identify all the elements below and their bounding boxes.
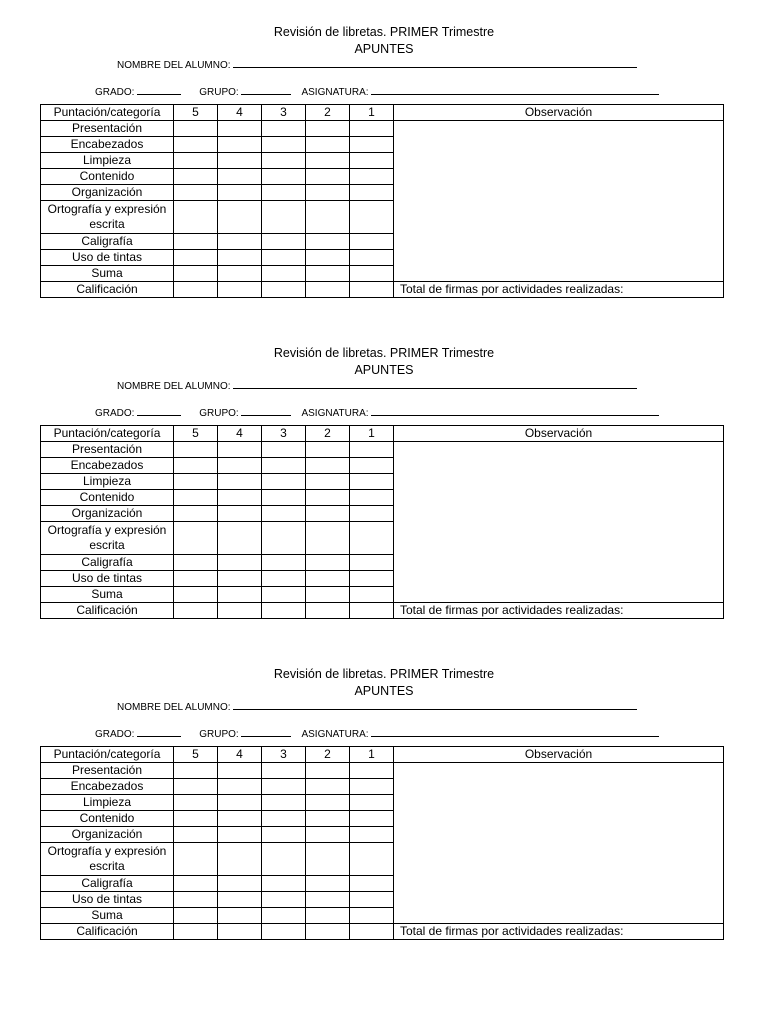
score-cell[interactable]: [218, 474, 262, 490]
score-cell[interactable]: [306, 490, 350, 506]
score-cell[interactable]: [174, 908, 218, 924]
score-cell[interactable]: [262, 458, 306, 474]
score-cell[interactable]: [174, 555, 218, 571]
score-cell[interactable]: [262, 234, 306, 250]
category-label: Presentación: [41, 763, 174, 779]
category-label: Uso de tintas: [41, 571, 174, 587]
score-cell[interactable]: [218, 442, 262, 458]
grado-blank[interactable]: [137, 727, 181, 737]
column-header: 3: [262, 747, 306, 763]
category-label: Contenido: [41, 169, 174, 185]
score-cell[interactable]: [306, 169, 350, 185]
total-signatures-label[interactable]: Total de firmas por actividades realizadas:: [394, 603, 724, 619]
score-cell[interactable]: [306, 121, 350, 137]
score-cell[interactable]: [350, 490, 394, 506]
table-row-final: [41, 924, 724, 940]
score-cell[interactable]: [174, 121, 218, 137]
score-cell[interactable]: [262, 811, 306, 827]
score-cell[interactable]: [262, 266, 306, 282]
score-cell[interactable]: [174, 201, 218, 234]
score-cell[interactable]: [350, 121, 394, 137]
score-cell[interactable]: [262, 924, 306, 940]
rubric-table: [40, 746, 724, 940]
score-cell[interactable]: [262, 153, 306, 169]
student-name-field[interactable]: [117, 379, 637, 393]
score-cell[interactable]: [262, 250, 306, 266]
score-cell[interactable]: [306, 779, 350, 795]
table-row: [41, 763, 724, 779]
grado-blank[interactable]: [137, 406, 181, 416]
score-cell[interactable]: [306, 522, 350, 555]
score-cell[interactable]: [262, 121, 306, 137]
grade-group-subject-fields: [95, 85, 659, 99]
column-header: Puntación/categoría: [41, 747, 174, 763]
score-cell[interactable]: [306, 201, 350, 234]
score-cell[interactable]: [218, 587, 262, 603]
score-cell[interactable]: [262, 795, 306, 811]
score-cell[interactable]: [306, 843, 350, 876]
column-header: 3: [262, 105, 306, 121]
score-cell[interactable]: [174, 587, 218, 603]
grado-label: GRADO:: [95, 729, 135, 740]
score-cell[interactable]: [262, 908, 306, 924]
score-cell[interactable]: [350, 571, 394, 587]
score-cell[interactable]: [350, 843, 394, 876]
table-header-row: [41, 747, 724, 763]
rubric-table: [40, 104, 724, 298]
score-cell[interactable]: [218, 811, 262, 827]
category-label: Organización: [41, 506, 174, 522]
score-cell[interactable]: [218, 924, 262, 940]
observation-cell[interactable]: [394, 763, 724, 924]
category-label: Limpieza: [41, 795, 174, 811]
score-cell[interactable]: [174, 169, 218, 185]
grupo-label: GRUPO:: [199, 408, 239, 419]
observation-cell[interactable]: [394, 121, 724, 282]
score-cell[interactable]: [350, 458, 394, 474]
column-header: 4: [218, 747, 262, 763]
column-header: Puntación/categoría: [41, 105, 174, 121]
grado-blank[interactable]: [137, 85, 181, 95]
student-name-blank[interactable]: [233, 379, 637, 389]
category-label: Contenido: [41, 490, 174, 506]
final-grade-label: Calificación: [41, 282, 174, 298]
category-label: Organización: [41, 185, 174, 201]
score-cell[interactable]: [306, 827, 350, 843]
form-subtitle: APUNTES: [354, 363, 414, 377]
column-header: 4: [218, 426, 262, 442]
score-cell[interactable]: [218, 282, 262, 298]
score-cell[interactable]: [174, 763, 218, 779]
score-cell[interactable]: [262, 490, 306, 506]
score-cell[interactable]: [218, 876, 262, 892]
category-label: Limpieza: [41, 153, 174, 169]
score-cell[interactable]: [306, 811, 350, 827]
score-cell[interactable]: [218, 458, 262, 474]
score-cell[interactable]: [174, 779, 218, 795]
score-cell[interactable]: [218, 169, 262, 185]
category-label: Presentación: [41, 442, 174, 458]
score-cell[interactable]: [306, 924, 350, 940]
score-cell[interactable]: [262, 587, 306, 603]
score-cell[interactable]: [174, 185, 218, 201]
column-header: 5: [174, 426, 218, 442]
student-name-label: NOMBRE DEL ALUMNO:: [117, 702, 231, 713]
score-cell[interactable]: [350, 603, 394, 619]
student-name-blank[interactable]: [233, 700, 637, 710]
category-label: Caligrafía: [41, 234, 174, 250]
score-cell[interactable]: [174, 266, 218, 282]
score-cell[interactable]: [306, 185, 350, 201]
score-cell[interactable]: [350, 506, 394, 522]
score-cell[interactable]: [350, 876, 394, 892]
category-label: Suma: [41, 908, 174, 924]
column-header: 1: [350, 105, 394, 121]
score-cell[interactable]: [262, 827, 306, 843]
grade-group-subject-fields: [95, 727, 659, 741]
grupo-blank[interactable]: [241, 85, 291, 95]
score-cell[interactable]: [306, 458, 350, 474]
score-cell[interactable]: [262, 603, 306, 619]
column-header: 1: [350, 426, 394, 442]
column-header: 5: [174, 747, 218, 763]
category-label: Limpieza: [41, 474, 174, 490]
score-cell[interactable]: [350, 779, 394, 795]
student-name-label: NOMBRE DEL ALUMNO:: [117, 381, 231, 392]
form-subtitle: APUNTES: [354, 42, 414, 56]
score-cell[interactable]: [174, 843, 218, 876]
score-cell[interactable]: [218, 908, 262, 924]
score-cell[interactable]: [350, 474, 394, 490]
score-cell[interactable]: [350, 250, 394, 266]
score-cell[interactable]: [262, 442, 306, 458]
score-cell[interactable]: [218, 779, 262, 795]
student-name-field[interactable]: [117, 700, 637, 714]
score-cell[interactable]: [174, 892, 218, 908]
table-header-row: [41, 426, 724, 442]
category-label: Caligrafía: [41, 555, 174, 571]
score-cell[interactable]: [306, 474, 350, 490]
score-cell[interactable]: [350, 522, 394, 555]
score-cell[interactable]: [306, 571, 350, 587]
score-cell[interactable]: [350, 908, 394, 924]
score-cell[interactable]: [262, 876, 306, 892]
column-header: Observación: [394, 105, 724, 121]
score-cell[interactable]: [350, 153, 394, 169]
score-cell[interactable]: [218, 121, 262, 137]
score-cell[interactable]: [350, 201, 394, 234]
score-cell[interactable]: [174, 506, 218, 522]
score-cell[interactable]: [306, 892, 350, 908]
category-label: Caligrafía: [41, 876, 174, 892]
score-cell[interactable]: [350, 266, 394, 282]
score-cell[interactable]: [262, 571, 306, 587]
score-cell[interactable]: [350, 185, 394, 201]
score-cell[interactable]: [306, 876, 350, 892]
column-header: 2: [306, 747, 350, 763]
column-header: Observación: [394, 426, 724, 442]
score-cell[interactable]: [306, 555, 350, 571]
score-cell[interactable]: [218, 522, 262, 555]
score-cell[interactable]: [218, 234, 262, 250]
score-cell[interactable]: [218, 555, 262, 571]
score-cell[interactable]: [262, 555, 306, 571]
rubric-table: [40, 425, 724, 619]
score-cell[interactable]: [262, 763, 306, 779]
table-row-final: [41, 282, 724, 298]
score-cell[interactable]: [262, 474, 306, 490]
category-label: Suma: [41, 587, 174, 603]
score-cell[interactable]: [306, 153, 350, 169]
asignatura-blank[interactable]: [371, 406, 659, 416]
score-cell[interactable]: [218, 185, 262, 201]
score-cell[interactable]: [174, 442, 218, 458]
score-cell[interactable]: [174, 137, 218, 153]
score-cell[interactable]: [218, 571, 262, 587]
category-label: Ortografía y expresión escrita: [41, 201, 174, 234]
score-cell[interactable]: [350, 811, 394, 827]
grupo-blank[interactable]: [241, 406, 291, 416]
score-cell[interactable]: [174, 876, 218, 892]
score-cell[interactable]: [350, 169, 394, 185]
column-header: 1: [350, 747, 394, 763]
score-cell[interactable]: [306, 234, 350, 250]
column-header: 2: [306, 426, 350, 442]
score-cell[interactable]: [306, 442, 350, 458]
category-label: Encabezados: [41, 779, 174, 795]
asignatura-label: ASIGNATURA:: [301, 408, 369, 419]
total-signatures-label[interactable]: Total de firmas por actividades realizadas:: [394, 282, 724, 298]
score-cell[interactable]: [174, 924, 218, 940]
asignatura-label: ASIGNATURA:: [301, 729, 369, 740]
category-label: Uso de tintas: [41, 250, 174, 266]
score-cell[interactable]: [306, 506, 350, 522]
score-cell[interactable]: [218, 250, 262, 266]
table-row-final: [41, 603, 724, 619]
score-cell[interactable]: [350, 795, 394, 811]
score-cell[interactable]: [350, 827, 394, 843]
asignatura-blank[interactable]: [371, 727, 659, 737]
score-cell[interactable]: [350, 924, 394, 940]
score-cell[interactable]: [306, 587, 350, 603]
asignatura-label: ASIGNATURA:: [301, 87, 369, 98]
score-cell[interactable]: [174, 458, 218, 474]
score-cell[interactable]: [174, 522, 218, 555]
column-header: 4: [218, 105, 262, 121]
grupo-blank[interactable]: [241, 727, 291, 737]
score-cell[interactable]: [262, 892, 306, 908]
form-title: Revisión de libretas. PRIMER Trimestre: [273, 346, 495, 360]
score-cell[interactable]: [262, 779, 306, 795]
score-cell[interactable]: [174, 603, 218, 619]
score-cell[interactable]: [350, 442, 394, 458]
column-header: 5: [174, 105, 218, 121]
score-cell[interactable]: [174, 490, 218, 506]
score-cell[interactable]: [262, 506, 306, 522]
score-cell[interactable]: [218, 892, 262, 908]
score-cell[interactable]: [218, 843, 262, 876]
category-label: Encabezados: [41, 137, 174, 153]
category-label: Uso de tintas: [41, 892, 174, 908]
grade-group-subject-fields: [95, 406, 659, 420]
score-cell[interactable]: [306, 763, 350, 779]
score-cell[interactable]: [306, 603, 350, 619]
score-cell[interactable]: [174, 153, 218, 169]
score-cell[interactable]: [262, 137, 306, 153]
score-cell[interactable]: [218, 137, 262, 153]
column-header: 3: [262, 426, 306, 442]
final-grade-label: Calificación: [41, 924, 174, 940]
score-cell[interactable]: [262, 282, 306, 298]
category-label: Suma: [41, 266, 174, 282]
score-cell[interactable]: [350, 555, 394, 571]
category-label: Contenido: [41, 811, 174, 827]
category-label: Organización: [41, 827, 174, 843]
score-cell[interactable]: [218, 827, 262, 843]
score-cell[interactable]: [218, 266, 262, 282]
score-cell[interactable]: [218, 201, 262, 234]
column-header: 2: [306, 105, 350, 121]
score-cell[interactable]: [262, 185, 306, 201]
asignatura-blank[interactable]: [371, 85, 659, 95]
score-cell[interactable]: [306, 137, 350, 153]
table-header-row: [41, 105, 724, 121]
score-cell[interactable]: [350, 137, 394, 153]
score-cell[interactable]: [218, 506, 262, 522]
score-cell[interactable]: [350, 234, 394, 250]
score-cell[interactable]: [218, 795, 262, 811]
category-label: Encabezados: [41, 458, 174, 474]
score-cell[interactable]: [306, 795, 350, 811]
score-cell[interactable]: [174, 250, 218, 266]
score-cell[interactable]: [306, 282, 350, 298]
total-signatures-label[interactable]: Total de firmas por actividades realizadas:: [394, 924, 724, 940]
score-cell[interactable]: [350, 282, 394, 298]
category-label: Ortografía y expresión escrita: [41, 522, 174, 555]
score-cell[interactable]: [350, 587, 394, 603]
grupo-label: GRUPO:: [199, 87, 239, 98]
form-title: Revisión de libretas. PRIMER Trimestre: [273, 25, 495, 39]
form-title: Revisión de libretas. PRIMER Trimestre: [273, 667, 495, 681]
category-label: Ortografía y expresión escrita: [41, 843, 174, 876]
score-cell[interactable]: [218, 603, 262, 619]
grado-label: GRADO:: [95, 87, 135, 98]
student-name-label: NOMBRE DEL ALUMNO:: [117, 60, 231, 71]
score-cell[interactable]: [262, 201, 306, 234]
score-cell[interactable]: [350, 892, 394, 908]
table-row: [41, 121, 724, 137]
score-cell[interactable]: [306, 266, 350, 282]
score-cell[interactable]: [174, 282, 218, 298]
score-cell[interactable]: [306, 250, 350, 266]
student-name-blank[interactable]: [233, 58, 637, 68]
category-label: Presentación: [41, 121, 174, 137]
observation-cell[interactable]: [394, 442, 724, 603]
score-cell[interactable]: [174, 811, 218, 827]
score-cell[interactable]: [218, 490, 262, 506]
score-cell[interactable]: [174, 571, 218, 587]
score-cell[interactable]: [174, 827, 218, 843]
student-name-field[interactable]: [117, 58, 637, 72]
grupo-label: GRUPO:: [199, 729, 239, 740]
score-cell[interactable]: [218, 153, 262, 169]
grado-label: GRADO:: [95, 408, 135, 419]
score-cell[interactable]: [174, 474, 218, 490]
score-cell[interactable]: [174, 795, 218, 811]
score-cell[interactable]: [262, 843, 306, 876]
score-cell[interactable]: [218, 763, 262, 779]
score-cell[interactable]: [174, 234, 218, 250]
score-cell[interactable]: [262, 169, 306, 185]
column-header: Observación: [394, 747, 724, 763]
score-cell[interactable]: [306, 908, 350, 924]
table-row: [41, 442, 724, 458]
score-cell[interactable]: [262, 522, 306, 555]
final-grade-label: Calificación: [41, 603, 174, 619]
column-header: Puntación/categoría: [41, 426, 174, 442]
form-subtitle: APUNTES: [354, 684, 414, 698]
score-cell[interactable]: [350, 763, 394, 779]
